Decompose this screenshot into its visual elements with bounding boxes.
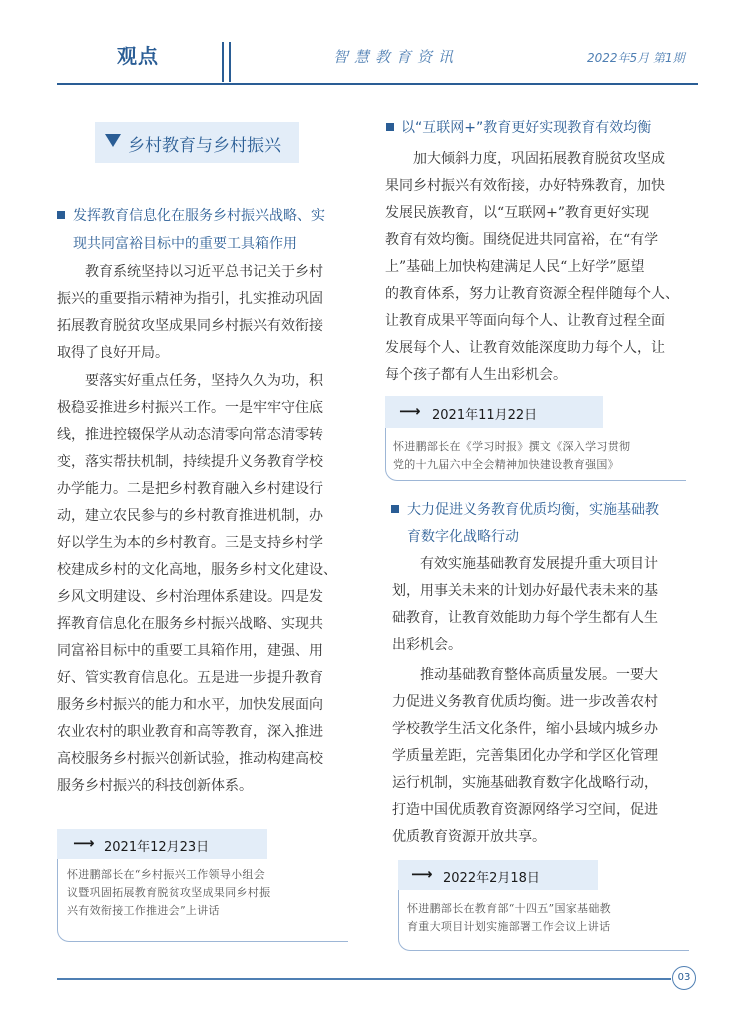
paragraph-line: 学质量差距，完善集团化办学和学区化管理 — [392, 748, 658, 764]
paragraph-line: 挥教育信息化在服务乡村振兴战略、实现共 — [57, 616, 323, 632]
paragraph-line: 振兴的重要指示精神为指引，扎实推动巩固 — [57, 291, 323, 307]
paragraph-line: 办学能力。二是把乡村教育融入乡村建设行 — [57, 481, 323, 497]
quote-line: 兴有效衔接工作推进会”上讲话 — [67, 904, 220, 917]
paragraph-line: 教育系统坚持以习近平总书记关于乡村 — [85, 264, 323, 280]
quote-line: 怀进鹏部长在《学习时报》撰文《深入学习贯彻 — [393, 440, 631, 453]
paragraph-line: 发展民族教育，以“互联网+”教育更好实现 — [385, 205, 650, 221]
date-label: 2021年11月22日 — [432, 408, 538, 423]
quote-line: 育重大项目计划实施部署工作会议上讲话 — [407, 920, 611, 933]
paragraph-line: 高校服务乡村振兴创新试验，推动构建高校 — [57, 751, 323, 767]
paragraph-line: 服务乡村振兴的能力和水平，加快发展面向 — [57, 697, 323, 713]
header-divider — [222, 42, 224, 82]
paragraph-line: 拓展教育脱贫攻坚成果同乡村振兴有效衔接 — [57, 318, 323, 334]
quote-line: 怀进鹏部长在教育部“十四五”国家基础教 — [407, 902, 611, 915]
paragraph-line: 出彩机会。 — [392, 637, 462, 653]
quote-line: 党的十九届六中全会精神加快建设教育强国》 — [393, 458, 619, 471]
paragraph-line: 校建成乡村的文化高地，服务乡村文化建设、 — [57, 562, 337, 578]
paragraph-line: 取得了良好开局。 — [57, 345, 169, 361]
triangle-down-icon — [105, 134, 121, 147]
issue-label: 2022年5月 第1期 — [587, 51, 685, 65]
square-bullet-icon — [386, 123, 394, 131]
paragraph-line: 加大倾斜力度，巩固拓展教育脱贫攻坚成 — [413, 151, 665, 167]
arrow-right-icon: ⟶ — [399, 402, 421, 420]
arrow-right-icon: ⟶ — [73, 834, 95, 852]
paragraph-line: 学校教学生活文化条件，缩小县域内城乡办 — [392, 721, 658, 737]
article-heading: 发挥教育信息化在服务乡村振兴战略、实 — [73, 208, 325, 224]
paragraph-line: 果同乡村振兴有效衔接，办好特殊教育，加快 — [385, 178, 665, 194]
paragraph-line: 力促进义务教育优质均衡。进一步改善农村 — [392, 694, 658, 710]
paragraph-line: 发展每个人、让教育效能深度助力每个人，让 — [385, 340, 665, 356]
paragraph-line: 的教育体系，努力让教育资源全程伴随每个人、 — [385, 286, 679, 302]
paragraph-line: 动，建立农民参与的乡村教育推进机制，办 — [57, 508, 323, 524]
paragraph-line: 变，落实帮扶机制，持续提升义务教育学校 — [57, 454, 323, 470]
paragraph-line: 优质教育资源开放共享。 — [392, 829, 546, 845]
paragraph-line: 同富裕目标中的重要工具箱作用，建强、用 — [57, 643, 323, 659]
paragraph-line: 乡风文明建设、乡村治理体系建设。四是发 — [57, 589, 323, 605]
paragraph-line: 运行机制，实施基础教育数字化战略行动， — [392, 775, 658, 791]
paragraph-line: 划，用事关未来的计划办好最代表未来的基 — [392, 583, 658, 599]
paragraph-line: 上”基础上加快构建满足人民“上好学”愿望 — [385, 259, 645, 275]
paragraph-line: 打造中国优质教育资源网络学习空间，促进 — [392, 802, 658, 818]
paragraph-line: 好以学生为本的乡村教育。三是支持乡村学 — [57, 535, 323, 551]
date-label: 2021年12月23日 — [104, 840, 210, 855]
header-rule — [57, 83, 698, 85]
header-divider — [229, 42, 231, 82]
paragraph-line: 极稳妥推进乡村振兴工作。一是牢牢守住底 — [57, 400, 323, 416]
article-heading: 以“互联网+”教育更好实现教育有效均衡 — [401, 120, 652, 136]
paragraph-line: 线，推进控辍保学从动态清零向常态清零转 — [57, 427, 323, 443]
quote-line: 怀进鹏部长在“乡村振兴工作领导小组会 — [67, 868, 266, 881]
arrow-right-icon: ⟶ — [411, 865, 433, 883]
article-heading: 育数字化战略行动 — [407, 529, 519, 545]
paragraph-line: 要落实好重点任务，坚持久久为功，积 — [85, 373, 323, 389]
quote-line: 议暨巩固拓展教育脱贫攻坚成果同乡村振 — [67, 886, 271, 899]
article-heading: 现共同富裕目标中的重要工具箱作用 — [73, 236, 297, 252]
publication-name: 智慧教育资讯 — [333, 48, 460, 66]
paragraph-line: 服务乡村振兴的科技创新体系。 — [57, 778, 253, 794]
quote-card — [385, 428, 686, 481]
paragraph-line: 每个孩子都有人生出彩机会。 — [385, 367, 567, 383]
paragraph-line: 有效实施基础教育发展提升重大项目计 — [420, 556, 658, 572]
paragraph-line: 好、管实教育信息化。五是进一步提升教育 — [57, 670, 323, 686]
date-label: 2022年2月18日 — [443, 871, 540, 886]
paragraph-line: 让教育成果平等面向每个人、让教育过程全面 — [385, 313, 665, 329]
article-heading: 大力促进义务教育优质均衡，实施基础教 — [407, 502, 659, 518]
footer-rule — [57, 978, 671, 980]
square-bullet-icon — [391, 505, 399, 513]
section-title: 观点 — [117, 44, 159, 68]
paragraph-line: 农业农村的职业教育和高等教育，深入推进 — [57, 724, 323, 740]
paragraph-line: 教育有效均衡。围绕促进共同富裕，在“有学 — [385, 232, 659, 248]
square-bullet-icon — [57, 211, 65, 219]
section-banner-title: 乡村教育与乡村振兴 — [128, 136, 281, 156]
paragraph-line: 础教育，让教育效能助力每个学生都有人生 — [392, 610, 658, 626]
paragraph-line: 推动基础教育整体高质量发展。一要大 — [420, 667, 658, 683]
page-number: 03 — [672, 966, 696, 990]
